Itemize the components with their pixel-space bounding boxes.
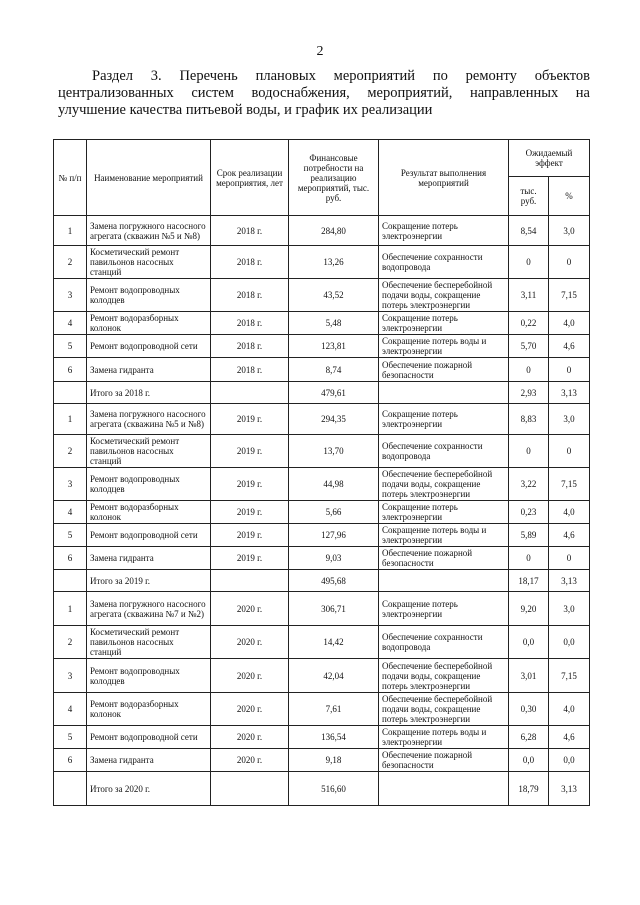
row-finance: 9,18 (289, 749, 379, 772)
row-result: Обеспечение пожарной безопасности (379, 358, 509, 382)
row-num: 4 (54, 501, 87, 524)
row-term: 2018 г. (211, 312, 289, 335)
row-name: Ремонт водопроводных колодцев (87, 279, 211, 312)
row-name: Замена погружного насосного агрегата (скважина №7 и №2) (87, 592, 211, 626)
row-term (211, 772, 289, 806)
table-row (54, 435, 590, 468)
row-result: Сокращение потерь электроэнергии (379, 592, 509, 626)
row-num (54, 382, 87, 404)
row-term: 2019 г. (211, 524, 289, 547)
row-effect-abs: 18,17 (509, 570, 549, 592)
row-finance: 495,68 (289, 570, 379, 592)
table-total-row (54, 772, 590, 806)
row-effect-pct: 3,13 (549, 570, 590, 592)
table-body (54, 216, 590, 806)
row-name: Ремонт водопроводной сети (87, 726, 211, 749)
row-num: 6 (54, 547, 87, 570)
section-heading (58, 68, 590, 119)
row-finance: 516,60 (289, 772, 379, 806)
row-effect-abs: 0,23 (509, 501, 549, 524)
row-effect-pct: 0 (549, 547, 590, 570)
row-result: Сокращение потерь электроэнергии (379, 404, 509, 435)
row-result: Обеспечение бесперебойной подачи воды, сокращение потерь электроэнергии (379, 468, 509, 501)
row-effect-pct: 3,0 (549, 404, 590, 435)
row-effect-abs: 0 (509, 547, 549, 570)
row-term: 2020 г. (211, 726, 289, 749)
table-header-row (54, 140, 590, 177)
row-effect-abs: 8,83 (509, 404, 549, 435)
row-effect-abs: 0 (509, 246, 549, 279)
row-effect-abs: 5,89 (509, 524, 549, 547)
table-row (54, 726, 590, 749)
table-row (54, 749, 590, 772)
row-effect-pct: 4,6 (549, 726, 590, 749)
table-row (54, 335, 590, 358)
row-term: 2019 г. (211, 404, 289, 435)
row-name: Замена гидранта (87, 547, 211, 570)
table-row (54, 312, 590, 335)
row-effect-pct: 4,0 (549, 693, 590, 726)
row-name: Косметический ремонт павильонов насосных станций (87, 435, 211, 468)
row-name: Ремонт водоразборных колонок (87, 693, 211, 726)
row-num: 3 (54, 659, 87, 693)
row-effect-pct: 3,0 (549, 216, 590, 246)
heading-line-rest: централизованных систем водоснабжения, мероприятий, направленных на улучшение качества питьевой воды, и график их реализации (58, 85, 590, 118)
row-num: 4 (54, 312, 87, 335)
table-row (54, 693, 590, 726)
row-name: Ремонт водоразборных колонок (87, 501, 211, 524)
row-name: Ремонт водопроводной сети (87, 335, 211, 358)
row-effect-abs: 0,0 (509, 749, 549, 772)
row-effect-abs: 3,11 (509, 279, 549, 312)
row-finance: 123,81 (289, 335, 379, 358)
row-finance: 13,26 (289, 246, 379, 279)
header-name: Наименование мероприятий (87, 140, 211, 216)
header-effect: Ожидаемый эффект (509, 140, 590, 177)
row-result (379, 382, 509, 404)
row-effect-pct: 0,0 (549, 626, 590, 659)
row-effect-pct: 7,15 (549, 279, 590, 312)
table-row (54, 659, 590, 693)
row-finance: 42,04 (289, 659, 379, 693)
row-effect-abs: 0,22 (509, 312, 549, 335)
row-num (54, 772, 87, 806)
row-result: Обеспечение бесперебойной подачи воды, сокращение потерь электроэнергии (379, 279, 509, 312)
row-effect-abs: 0 (509, 435, 549, 468)
row-name: Косметический ремонт павильонов насосных станций (87, 246, 211, 279)
row-name: Замена гидранта (87, 358, 211, 382)
row-finance: 13,70 (289, 435, 379, 468)
row-name: Замена гидранта (87, 749, 211, 772)
header-term: Срок реализации мероприятия, лет (211, 140, 289, 216)
row-term: 2018 г. (211, 279, 289, 312)
header-effect-pct: % (549, 177, 590, 216)
row-term (211, 570, 289, 592)
row-result: Обеспечение пожарной безопасности (379, 749, 509, 772)
row-name: Косметический ремонт павильонов насосных станций (87, 626, 211, 659)
row-num (54, 570, 87, 592)
row-effect-pct: 0 (549, 435, 590, 468)
row-name: Ремонт водопроводных колодцев (87, 659, 211, 693)
row-finance: 9,03 (289, 547, 379, 570)
row-term: 2020 г. (211, 626, 289, 659)
row-term: 2020 г. (211, 693, 289, 726)
row-finance: 5,48 (289, 312, 379, 335)
row-num: 6 (54, 358, 87, 382)
table-row (54, 501, 590, 524)
row-effect-abs: 3,22 (509, 468, 549, 501)
table-row (54, 216, 590, 246)
row-effect-pct: 4,6 (549, 335, 590, 358)
row-effect-pct: 0,0 (549, 749, 590, 772)
row-effect-pct: 4,6 (549, 524, 590, 547)
row-term: 2018 г. (211, 358, 289, 382)
row-result: Обеспечение бесперебойной подачи воды, сокращение потерь электроэнергии (379, 693, 509, 726)
row-name: Итого за 2019 г. (87, 570, 211, 592)
row-finance: 44,98 (289, 468, 379, 501)
table-row (54, 592, 590, 626)
row-result: Сокращение потерь электроэнергии (379, 312, 509, 335)
row-finance: 479,61 (289, 382, 379, 404)
row-term: 2018 г. (211, 246, 289, 279)
row-num: 5 (54, 726, 87, 749)
header-finance: Финансовые потребности на реализацию мероприятий, тыс. руб. (289, 140, 379, 216)
row-term (211, 382, 289, 404)
row-name: Замена погружного насосного агрегата (скважин №5 и №8) (87, 216, 211, 246)
row-name: Замена погружного насосного агрегата (скважина №5 и №8) (87, 404, 211, 435)
row-num: 3 (54, 279, 87, 312)
row-finance: 14,42 (289, 626, 379, 659)
row-result: Сокращение потерь электроэнергии (379, 501, 509, 524)
page-number: 2 (316, 44, 324, 59)
row-num: 1 (54, 592, 87, 626)
row-finance: 8,74 (289, 358, 379, 382)
row-effect-abs: 0 (509, 358, 549, 382)
header-num: № п/п (54, 140, 87, 216)
row-finance: 43,52 (289, 279, 379, 312)
row-effect-abs: 8,54 (509, 216, 549, 246)
row-result: Сокращение потерь воды и электроэнергии (379, 726, 509, 749)
header-result: Результат выполнения мероприятий (379, 140, 509, 216)
row-finance: 127,96 (289, 524, 379, 547)
table-row (54, 468, 590, 501)
row-num: 3 (54, 468, 87, 501)
row-effect-abs: 9,20 (509, 592, 549, 626)
row-name: Итого за 2020 г. (87, 772, 211, 806)
row-num: 2 (54, 246, 87, 279)
row-result (379, 570, 509, 592)
row-result (379, 772, 509, 806)
row-finance: 306,71 (289, 592, 379, 626)
heading-line-1: Раздел 3. Перечень плановых мероприятий по ремонту объектов (92, 68, 590, 84)
row-num: 2 (54, 626, 87, 659)
row-result: Сокращение потерь воды и электроэнергии (379, 524, 509, 547)
row-term: 2020 г. (211, 749, 289, 772)
table-row (54, 547, 590, 570)
row-finance: 136,54 (289, 726, 379, 749)
header-effect-abs: тыс. руб. (509, 177, 549, 216)
row-result: Обеспечение пожарной безопасности (379, 547, 509, 570)
row-effect-pct: 3,0 (549, 592, 590, 626)
row-num: 2 (54, 435, 87, 468)
row-num: 6 (54, 749, 87, 772)
row-term: 2020 г. (211, 659, 289, 693)
table-total-row (54, 382, 590, 404)
row-effect-abs: 2,93 (509, 382, 549, 404)
row-effect-pct: 4,0 (549, 501, 590, 524)
row-name: Ремонт водоразборных колонок (87, 312, 211, 335)
row-term: 2020 г. (211, 592, 289, 626)
row-num: 4 (54, 693, 87, 726)
row-result: Обеспечение сохранности водопровода (379, 435, 509, 468)
row-term: 2018 г. (211, 216, 289, 246)
row-num: 1 (54, 216, 87, 246)
row-effect-abs: 5,70 (509, 335, 549, 358)
row-effect-pct: 7,15 (549, 468, 590, 501)
row-effect-abs: 3,01 (509, 659, 549, 693)
row-effect-pct: 4,0 (549, 312, 590, 335)
row-result: Обеспечение сохранности водопровода (379, 626, 509, 659)
table-row (54, 626, 590, 659)
measures-table (53, 139, 590, 806)
row-num: 5 (54, 524, 87, 547)
table-row (54, 279, 590, 312)
table-row (54, 358, 590, 382)
row-name: Итого за 2018 г. (87, 382, 211, 404)
row-term: 2019 г. (211, 435, 289, 468)
row-effect-pct: 0 (549, 246, 590, 279)
row-term: 2019 г. (211, 501, 289, 524)
row-result: Сокращение потерь воды и электроэнергии (379, 335, 509, 358)
row-result: Сокращение потерь электроэнергии (379, 216, 509, 246)
row-finance: 294,35 (289, 404, 379, 435)
table-total-row (54, 570, 590, 592)
row-effect-abs: 0,30 (509, 693, 549, 726)
row-name: Ремонт водопроводных колодцев (87, 468, 211, 501)
row-effect-pct: 3,13 (549, 772, 590, 806)
table-row (54, 246, 590, 279)
row-effect-pct: 7,15 (549, 659, 590, 693)
row-finance: 7,61 (289, 693, 379, 726)
row-term: 2019 г. (211, 468, 289, 501)
row-result: Обеспечение бесперебойной подачи воды, сокращение потерь электроэнергии (379, 659, 509, 693)
row-effect-pct: 3,13 (549, 382, 590, 404)
table-row (54, 524, 590, 547)
row-effect-abs: 18,79 (509, 772, 549, 806)
row-term: 2018 г. (211, 335, 289, 358)
table-row (54, 404, 590, 435)
row-result: Обеспечение сохранности водопровода (379, 246, 509, 279)
row-finance: 5,66 (289, 501, 379, 524)
row-term: 2019 г. (211, 547, 289, 570)
row-effect-abs: 0,0 (509, 626, 549, 659)
row-name: Ремонт водопроводной сети (87, 524, 211, 547)
row-num: 1 (54, 404, 87, 435)
row-num: 5 (54, 335, 87, 358)
row-effect-pct: 0 (549, 358, 590, 382)
row-finance: 284,80 (289, 216, 379, 246)
row-effect-abs: 6,28 (509, 726, 549, 749)
